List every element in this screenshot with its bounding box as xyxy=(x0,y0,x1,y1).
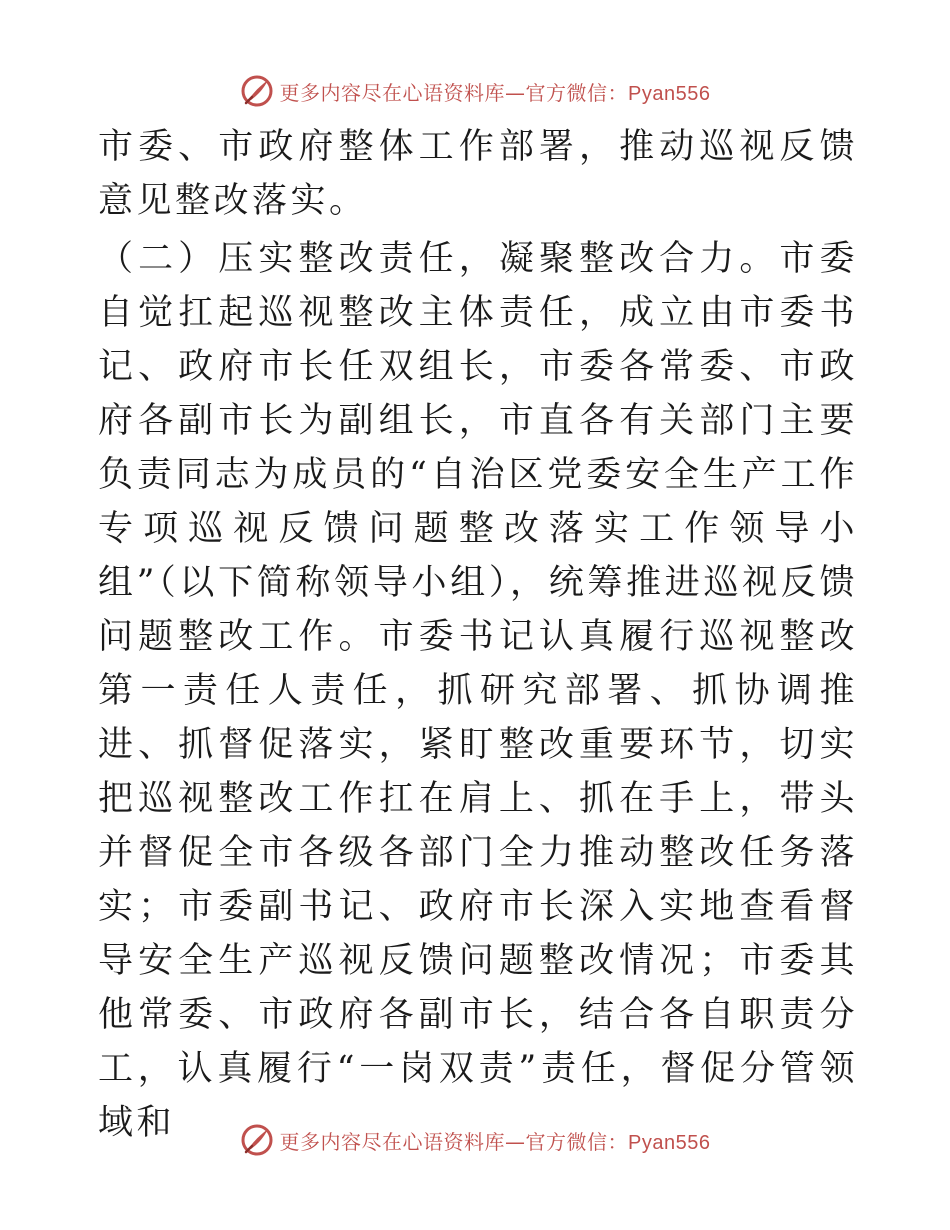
quill-logo-icon xyxy=(240,74,274,108)
watermark-text: 更多内容尽在心语资料库—官方微信：Pyan556 xyxy=(279,1129,711,1154)
paragraph-section-two: （二）压实整改责任，凝聚整改合力。市委自觉扛起巡视整改主体责任，成立由市委书记、政府市长任双组长，市委各常委、市政府各副市长为副组长，市直各有关部门主要负责同志为成员的“自治区党委安全生产工作专项巡视反馈问题整改落实工作领导小组”（以下简称领导小组），统筹推进巡视反馈问题整改工作。市委书记认真履行巡视整改第一责任人责任，抓研究部署、抓协调推进、抓督促落实，紧盯整改重要环节，切实把巡视整改工作扛在肩上、抓在手上，带头并督促全市各级各部门全力推动整改任务落实；市委副书记、政府市长深入实地查看督导安全生产巡视反馈问题整改情况；市委其他常委、市政府各副市长，结合各自职责分工，认真履行“一岗双责”责任，督促分管领域和 xyxy=(98,239,858,1143)
watermark-text: 更多内容尽在心语资料库—官方微信：Pyan556 xyxy=(279,80,711,105)
watermark-footer xyxy=(0,1120,950,1160)
quill-logo-icon xyxy=(240,1123,274,1157)
watermark-header xyxy=(0,71,950,111)
paragraph-continuation: 市委、市政府整体工作部署，推动巡视反馈意见整改落实。 xyxy=(98,127,858,221)
document-body xyxy=(98,120,858,1150)
